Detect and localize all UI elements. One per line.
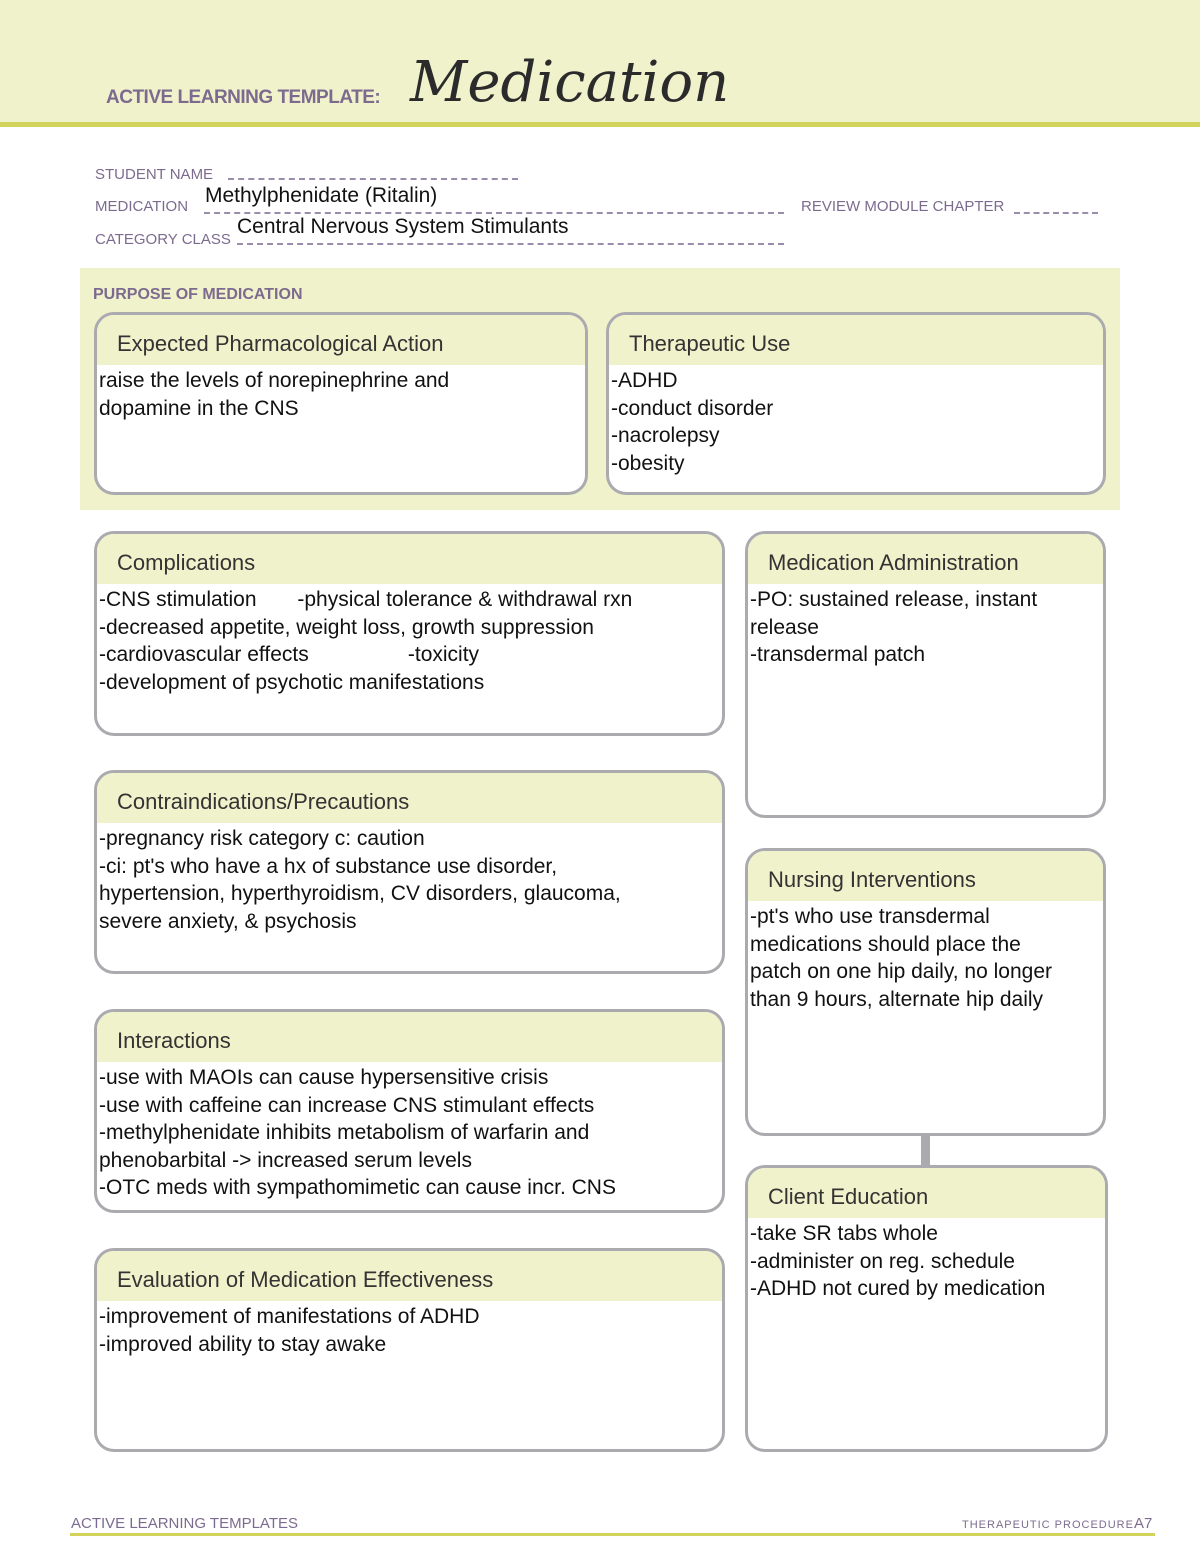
category-field-line (237, 243, 784, 245)
box-body[interactable]: -pt's who use transdermal medications should place the patch on one hip daily, no longer than 9 hours, alternate hip daily (750, 905, 1052, 1011)
administration-box (745, 531, 1106, 818)
box-title: Therapeutic Use (609, 315, 1103, 365)
footer-left: ACTIVE LEARNING TEMPLATES (71, 1515, 298, 1532)
category-label: CATEGORY CLASS (95, 231, 231, 248)
box-title: Medication Administration (748, 534, 1103, 584)
medication-field-line (204, 212, 784, 214)
box-title: Client Education (748, 1168, 1105, 1218)
therapeutic-use-box (606, 312, 1106, 495)
nursing-interventions-box (745, 848, 1106, 1136)
purpose-title: PURPOSE OF MEDICATION (93, 286, 303, 303)
student-name-field[interactable] (228, 178, 518, 180)
header-divider (0, 122, 1200, 127)
complications-box (94, 531, 725, 736)
medication-value[interactable]: Methylphenidate (Ritalin) (205, 184, 438, 207)
box-body[interactable]: -pregnancy risk category c: caution -ci: pt's who have a hx of substance use disorder, hypertension, hyperthyroidism, CV disorders, glaucoma, severe anxiety, & psychosis (99, 827, 621, 933)
footer-divider (70, 1533, 1155, 1536)
interactions-box (94, 1009, 725, 1213)
box-connector (921, 1134, 930, 1168)
review-module-label: REVIEW MODULE CHAPTER (801, 198, 1005, 215)
page-title: Medication (410, 50, 730, 115)
evaluation-box (94, 1248, 725, 1452)
contraindications-box (94, 770, 725, 974)
box-body[interactable]: -PO: sustained release, instant release -transdermal patch (750, 588, 1038, 666)
box-title: Complications (97, 534, 722, 584)
box-title: Expected Pharmacological Action (97, 315, 585, 365)
box-title: Interactions (97, 1012, 722, 1062)
footer-right: THERAPEUTIC PROCEDURE (962, 1519, 1134, 1531)
template-prefix: ACTIVE LEARNING TEMPLATE: (106, 87, 381, 108)
box-title: Nursing Interventions (748, 851, 1103, 901)
page-number: A7 (1134, 1515, 1153, 1532)
medication-label: MEDICATION (95, 198, 189, 215)
box-body[interactable]: -take SR tabs whole -administer on reg. schedule -ADHD not cured by medication (750, 1222, 1046, 1300)
expected-action-box (94, 312, 588, 495)
box-body[interactable]: -use with MAOIs can cause hypersensitive crisis -use with caffeine can increase CNS stimulant effects -methylphenidate inhibits metabolism of warfarin and phenobarbital -> increased serum levels -OTC meds with sympathomimetic can cause incr. CNS (99, 1066, 616, 1199)
box-title: Contraindications/Precautions (97, 773, 722, 823)
category-value[interactable]: Central Nervous System Stimulants (237, 215, 569, 238)
student-name-label: STUDENT NAME (95, 166, 214, 183)
box-body[interactable]: raise the levels of norepinephrine and dopamine in the CNS (99, 369, 450, 420)
box-body[interactable]: -improvement of manifestations of ADHD -improved ability to stay awake (99, 1305, 480, 1356)
review-module-field[interactable] (1014, 212, 1098, 214)
box-title: Evaluation of Medication Effectiveness (97, 1251, 722, 1301)
box-body[interactable]: -CNS stimulation -physical tolerance & withdrawal rxn -decreased appetite, weight loss, growth suppression -cardiovascular effects -toxicity -development of psychotic manifestations (99, 588, 633, 694)
client-education-box (745, 1165, 1108, 1452)
box-body[interactable]: -ADHD -conduct disorder -nacrolepsy -obesity (611, 369, 774, 475)
